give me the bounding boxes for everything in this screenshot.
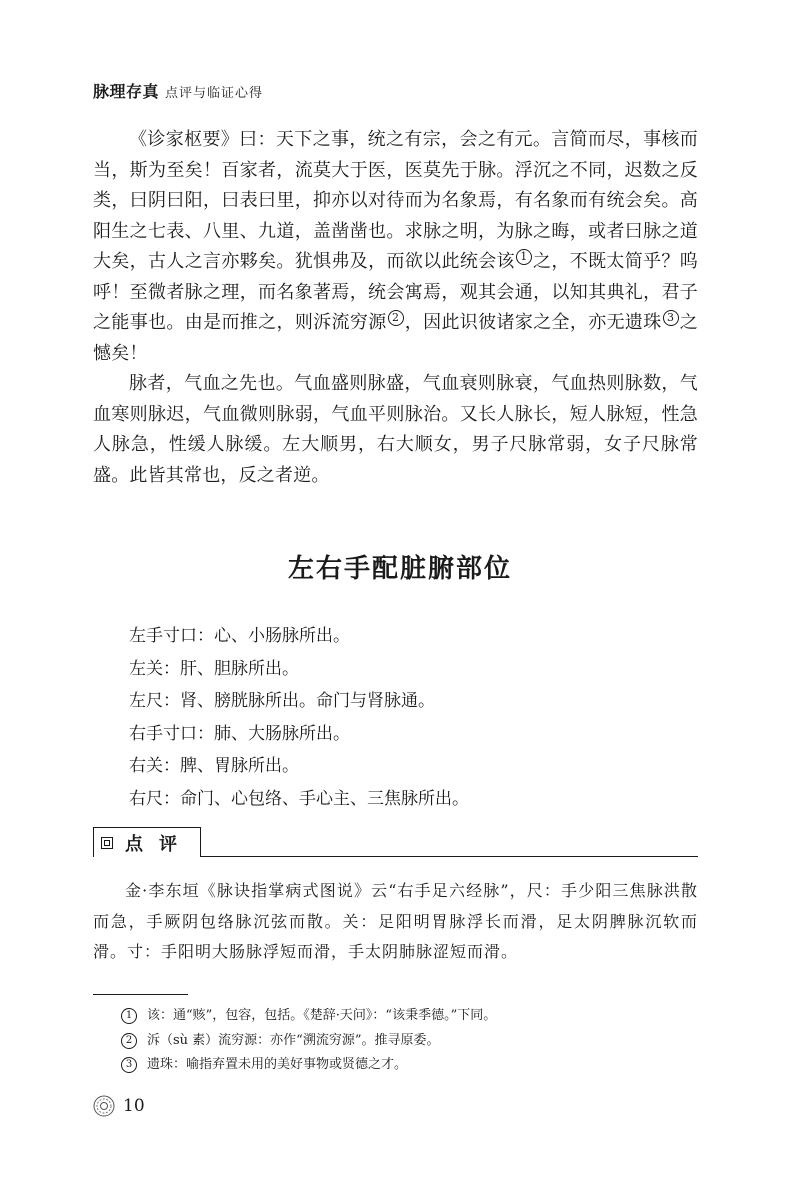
page-number: 10: [123, 1096, 145, 1116]
comment-header: [93, 827, 698, 857]
position-item-right-cun: 右手寸口：肺、大肠脉所出。: [129, 723, 350, 744]
position-item-left-cun: 左手寸口：心、小肠脉所出。: [129, 626, 350, 646]
running-head: [93, 79, 263, 103]
running-head-subtitle: 点评与临证心得: [165, 86, 264, 101]
footnote-text: 遗珠：喻指弃置未用的美好事物或贤德之才。: [147, 1057, 408, 1072]
section-corner-icon: [101, 837, 113, 849]
footnote-number: 3: [121, 1057, 137, 1073]
intro-text: [93, 125, 698, 491]
position-item-left-guan: 左关：肝、胆脉所出。: [129, 658, 299, 679]
position-item-left-chi: 左尺：肾、膀胱脉所出。命门与肾脉通。: [129, 691, 435, 711]
footnote-text: 泝（sù 素）流穷源：亦作“溯流穷源”。推寻原委。: [147, 1032, 440, 1048]
position-list: [129, 620, 469, 815]
folio-ornament-icon: [93, 1095, 115, 1117]
paragraph-1: [93, 125, 698, 369]
running-head-title: 脉理存真: [93, 82, 160, 101]
footnote-number: 1: [121, 1008, 137, 1024]
paragraph-1-part-b: 之，不既太简乎？呜呼！至微者脉之理，而名象著焉，统会寓焉，观其会通，以知其典礼，君子之能事也。由是而推之，则泝流穷源: [93, 251, 698, 333]
footnote-text: 该：通“赅”，包容，包括。《楚辞·天问》：“该秉季德。”下同。: [147, 1008, 497, 1023]
paragraph-1-part-c: ，因此识彼诸家之全，亦无遗珠: [404, 312, 662, 333]
position-item-right-chi: 右尺：命门、心包络、手心主、三焦脉所出。: [129, 788, 469, 809]
comment-paragraph: 金·李东垣《脉诀指掌病式图说》云“右手足六经脉”，尺：手少阳三焦脉洪散而急，手厥阴包络脉沉弦而散。关：足阳明胃脉浮长而滑，足太阴脾脉沉软而滑。寸：手阳明大肠脉浮短而滑，手太阴肺脉涩短而滑。: [93, 881, 698, 961]
note-ref-3[interactable]: 3: [663, 310, 679, 326]
comment-label: 点评: [125, 833, 193, 855]
position-item-right-guan: 右关：脾、胃脉所出。: [129, 756, 299, 776]
note-ref-2[interactable]: 2: [388, 310, 404, 326]
comment-body: [93, 876, 698, 968]
comment-tab: [93, 827, 201, 857]
footnote-3: [121, 1053, 496, 1078]
footnote-2: [121, 1029, 496, 1054]
footnotes: [121, 1004, 496, 1078]
footnote-1: [121, 1004, 496, 1029]
paragraph-2: 脉者，气血之先也。气血盛则脉盛，气血衰则脉衰，气血热则脉数，气血寒则脉迟，气血微则脉弱，气血平则脉治。又长人脉长，短人脉短，性急人脉急，性缓人脉缓。左大顺男，右大顺女，男子尺脉常弱，女子尺脉常盛。此皆其常也，反之者逆。: [93, 373, 698, 486]
note-ref-1[interactable]: 1: [516, 249, 532, 265]
footnote-rule: [93, 994, 188, 995]
page-footer: [93, 1095, 145, 1117]
footnote-number: 2: [121, 1033, 137, 1049]
paragraph-1-part-a: 《诊家枢要》曰：天下之事，统之有宗，会之有元。言简而尽，事核而当，斯为至矣！百家者，流莫大于医，医莫先于脉。浮沉之不同，迟数之反类，曰阴曰阳，曰表曰里，抑亦以对待而为名象焉，有名象而有统会矣。高阳生之七表、八里、九道，盖凿凿也。求脉之明，为脉之晦，或者曰脉之道大矣，古人之言亦夥矣。犹惧弗及，而欲以此统会该: [93, 129, 698, 272]
paragraph-1-part-d: 之憾矣！: [93, 312, 698, 364]
section-title: 左右手配脏腑部位: [287, 554, 512, 584]
